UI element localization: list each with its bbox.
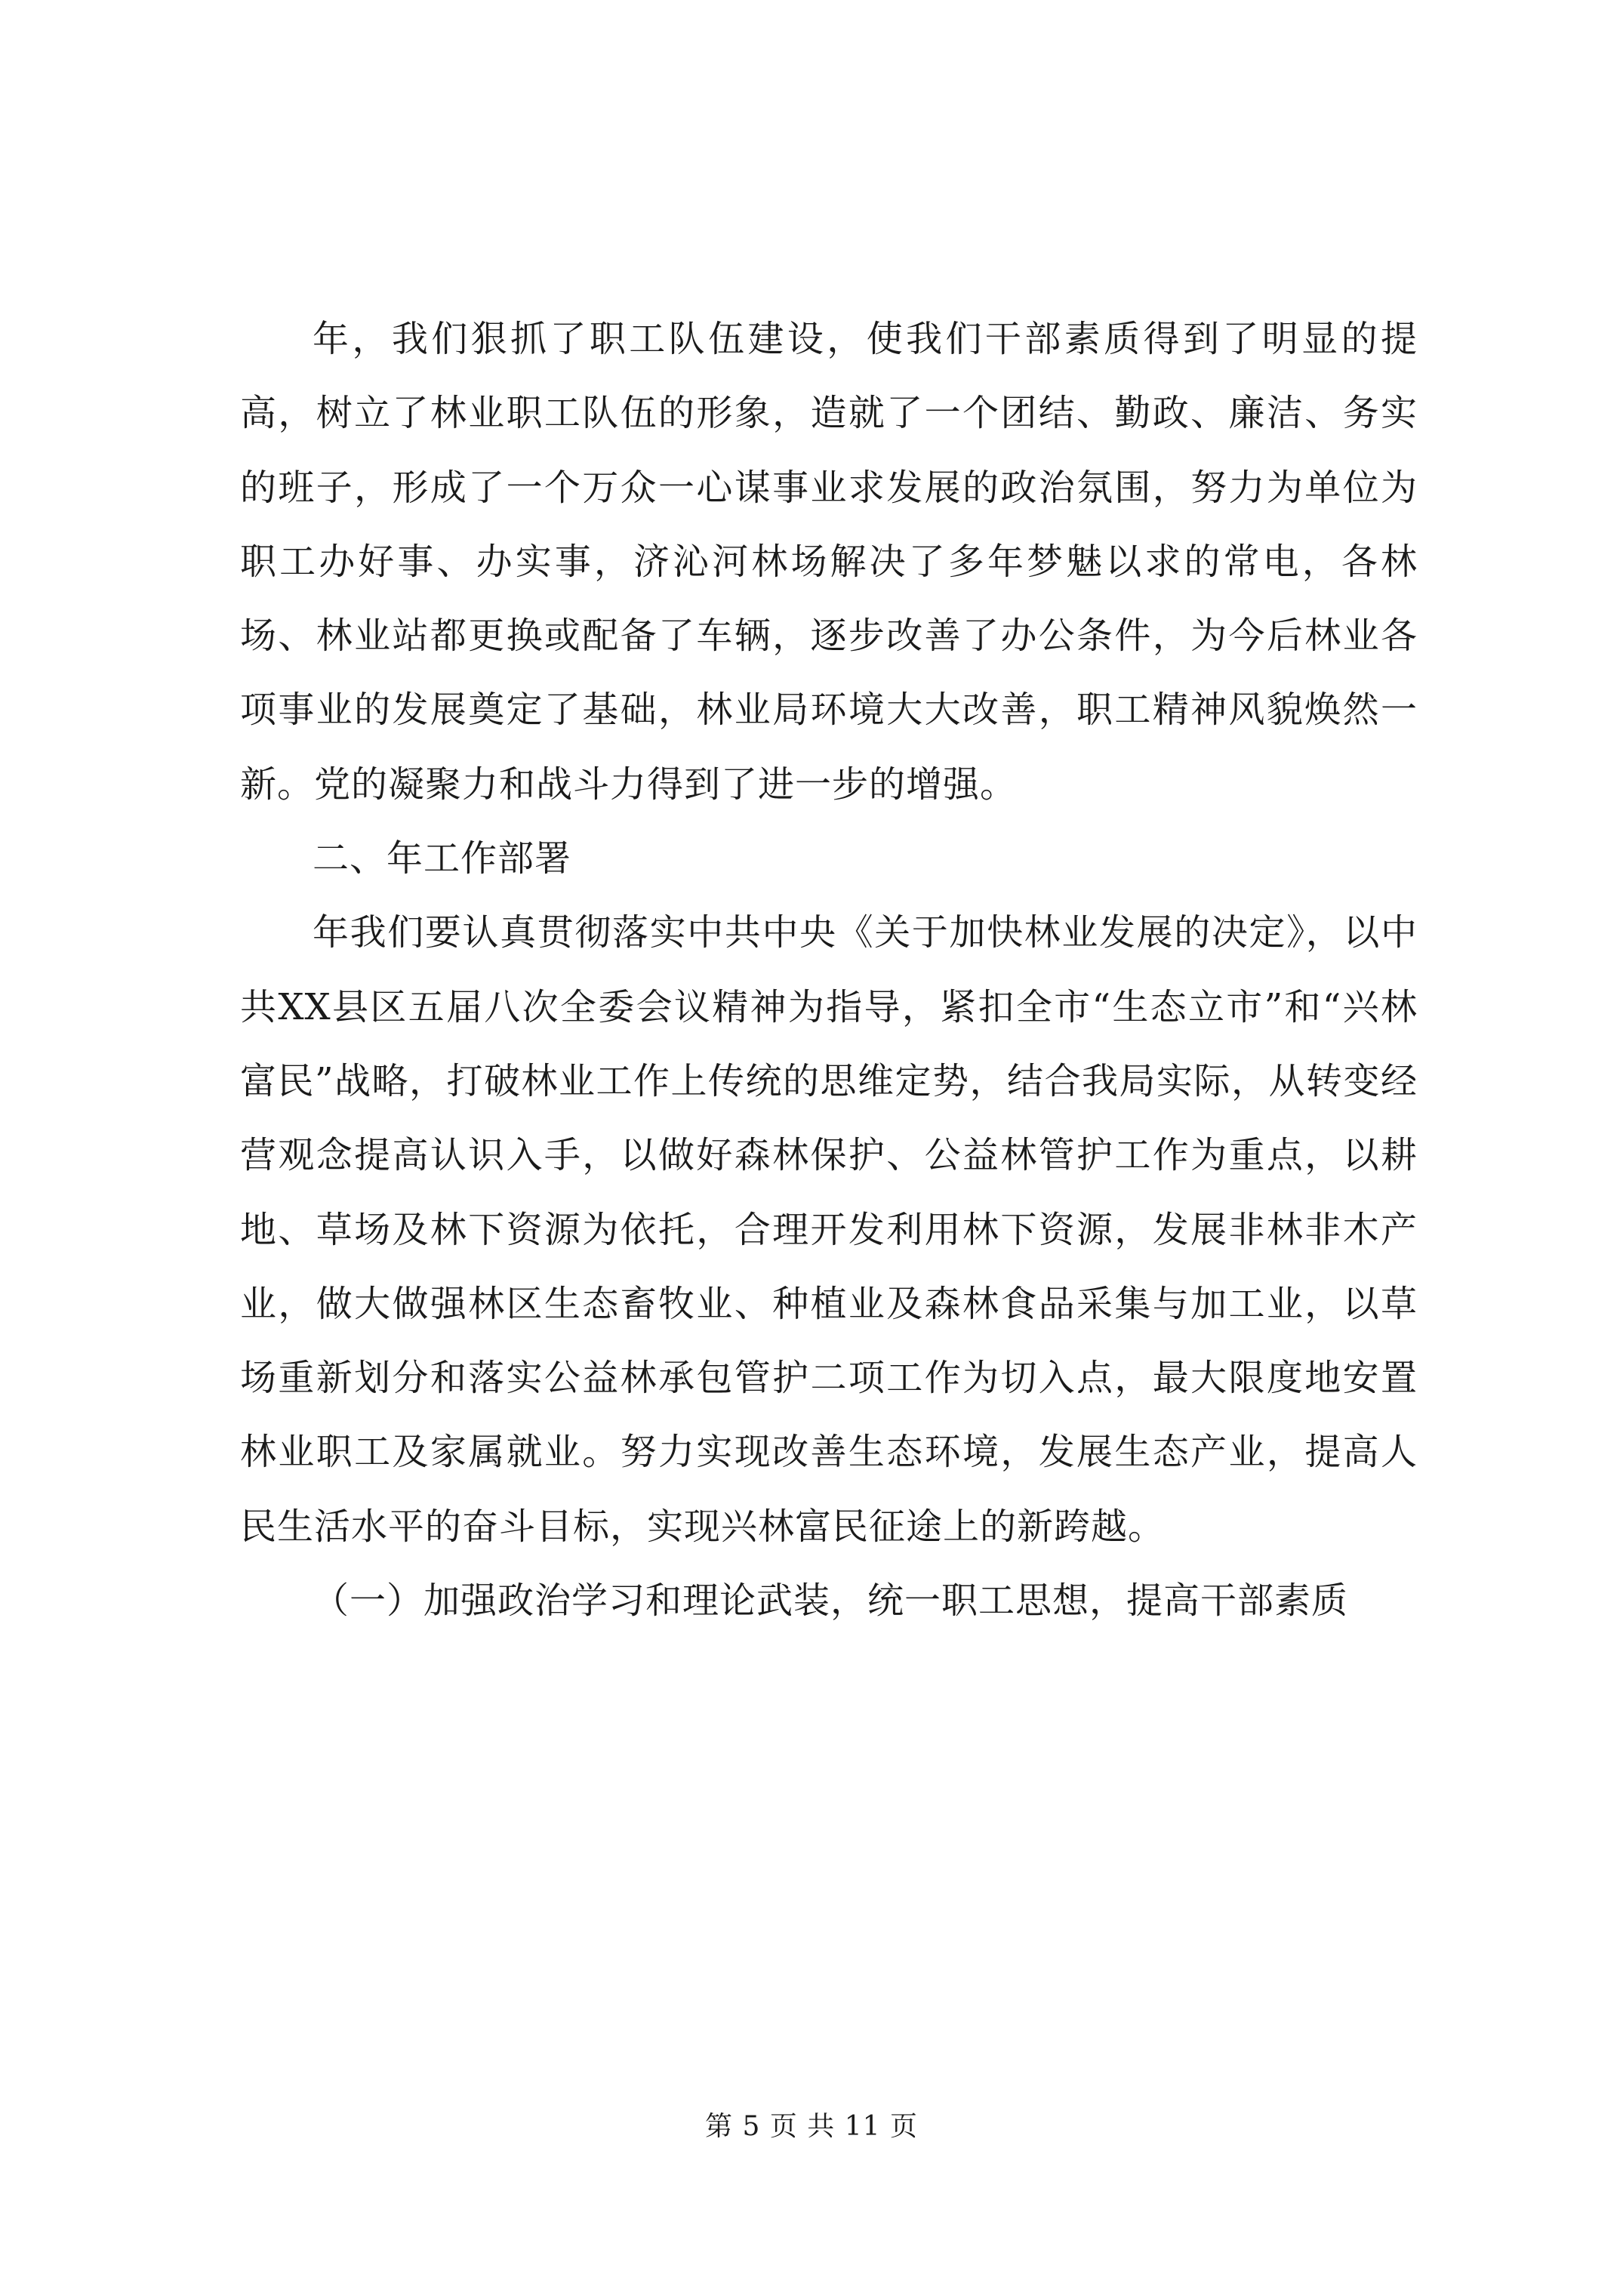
section-heading-work-plan: 二、年工作部署 bbox=[313, 837, 572, 880]
paragraph-work-plan: 年我们要认真贯彻落实中共中央《关于加快林业发展的决定》，以中共XX县区五届八次全委会议精神为指导，紧扣全市“生态立市”和“兴林富民”战略，打破林业工作上传统的思维定势，结合我局实际，从转变经营观念提高认识入手，以做好森林保护、公益林管护工作为重点，以耕地、草场及林下资源为依托，合理开发利用林下资源，发展非林非木产业，做大做强林区生态畜牧业、种植业及森林食品采集与加工业，以草场重新划分和落实公益林承包管护二项工作为切入点，最大限度地安置林业职工及家属就业。努力实现改善生态环境，发展生态产业，提高人民生活水平的奋斗目标，实现兴林富民征途上的新跨越。 bbox=[240, 911, 1418, 1548]
page-number-footer: 第 5 页 共 11 页 bbox=[705, 2111, 918, 2142]
paragraph-political-study: （一）加强政治学习和理论武装，统一职工思想，提高干部素质 bbox=[313, 1579, 1349, 1623]
document-body bbox=[240, 302, 1418, 1638]
paragraph-team-building: 年，我们狠抓了职工队伍建设，使我们干部素质得到了明显的提高，树立了林业职工队伍的形象，造就了一个团结、勤政、廉洁、务实的班子，形成了一个万众一心谋事业求发展的政治氛围，努力为单位为职工办好事、办实事，济沁河林场解决了多年梦魅以求的常电，各林场、林业站都更换或配备了车辆，逐步改善了办公条件，为今后林业各项事业的发展奠定了基础，林业局环境大大改善，职工精神风貌焕然一新。党的凝聚力和战斗力得到了进一步的增强。 bbox=[240, 318, 1418, 806]
